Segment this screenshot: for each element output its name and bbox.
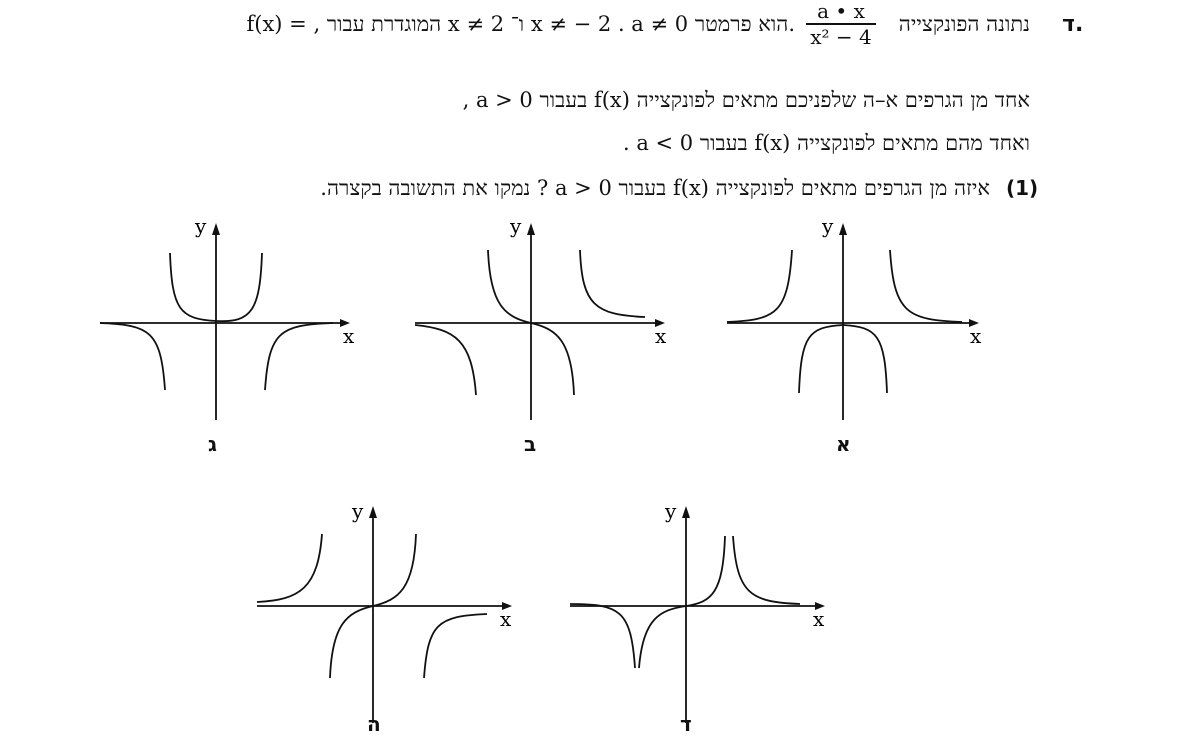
curve-right bbox=[424, 614, 487, 678]
graph-label-alef: א bbox=[836, 432, 851, 456]
x-axis-label: x bbox=[343, 324, 355, 348]
y-axis-label: y bbox=[352, 499, 364, 523]
curve-left bbox=[100, 323, 165, 390]
curve-right bbox=[265, 323, 333, 390]
graph-alef bbox=[722, 215, 1002, 445]
x-axis-label: x bbox=[500, 607, 512, 631]
curve-right bbox=[580, 250, 645, 317]
curve-left bbox=[570, 604, 635, 668]
graph-gimel bbox=[95, 215, 375, 445]
graph-dalet bbox=[565, 498, 845, 728]
question-line-2: אחד מן הגרפים א–ה שלפניכם מתאים לפונקצייה f(x) בעבור a > 0 , bbox=[462, 88, 1030, 112]
curve-left bbox=[257, 534, 322, 602]
question-domain-text: f(x) = , המוגדרת עבור x ≠ 2 ו־ x ≠ − 2 . a ≠ 0 הוא פרמטר. bbox=[246, 12, 795, 36]
y-axis-arrow bbox=[682, 506, 690, 518]
question-label: ד. bbox=[1062, 12, 1084, 37]
y-axis-label: y bbox=[822, 214, 834, 238]
x-axis-label: x bbox=[655, 324, 667, 348]
fraction-denominator: x² − 4 bbox=[810, 24, 872, 49]
graph-label-gimel: ג bbox=[208, 432, 217, 456]
fraction-numerator: a • x bbox=[817, 0, 865, 23]
y-axis-arrow bbox=[212, 223, 220, 235]
subquestion-text: איזה מן הגרפים מתאים לפונקצייה f(x) בעבור a > 0 ? נמקו את התשובה בקצרה. bbox=[320, 176, 990, 200]
curve-left bbox=[415, 325, 476, 395]
curve-left bbox=[727, 250, 792, 322]
graph-label-bet: ב bbox=[524, 432, 537, 456]
question-intro: נתונה הפונקצייה bbox=[898, 12, 1030, 36]
subquestion-label: (1) bbox=[1006, 176, 1039, 200]
y-axis-label: y bbox=[510, 214, 522, 238]
graph-bet bbox=[410, 215, 690, 445]
graph-label-he: ה bbox=[367, 712, 381, 736]
curve-right bbox=[890, 250, 962, 322]
y-axis-arrow bbox=[369, 506, 377, 518]
function-fraction bbox=[806, 0, 876, 48]
graph-he bbox=[252, 498, 532, 728]
graph-label-dalet: ד bbox=[680, 712, 692, 736]
x-axis-label: x bbox=[970, 324, 982, 348]
y-axis-label: y bbox=[195, 214, 207, 238]
y-axis-arrow bbox=[527, 223, 535, 235]
curve-right bbox=[733, 536, 800, 604]
y-axis-arrow bbox=[839, 223, 847, 235]
y-axis-label: y bbox=[665, 499, 677, 523]
curve-middle bbox=[639, 536, 725, 668]
x-axis-label: x bbox=[813, 607, 825, 631]
question-line-3: ואחד מהם מתאים לפונקצייה f(x) בעבור a < 0 . bbox=[622, 131, 1030, 155]
